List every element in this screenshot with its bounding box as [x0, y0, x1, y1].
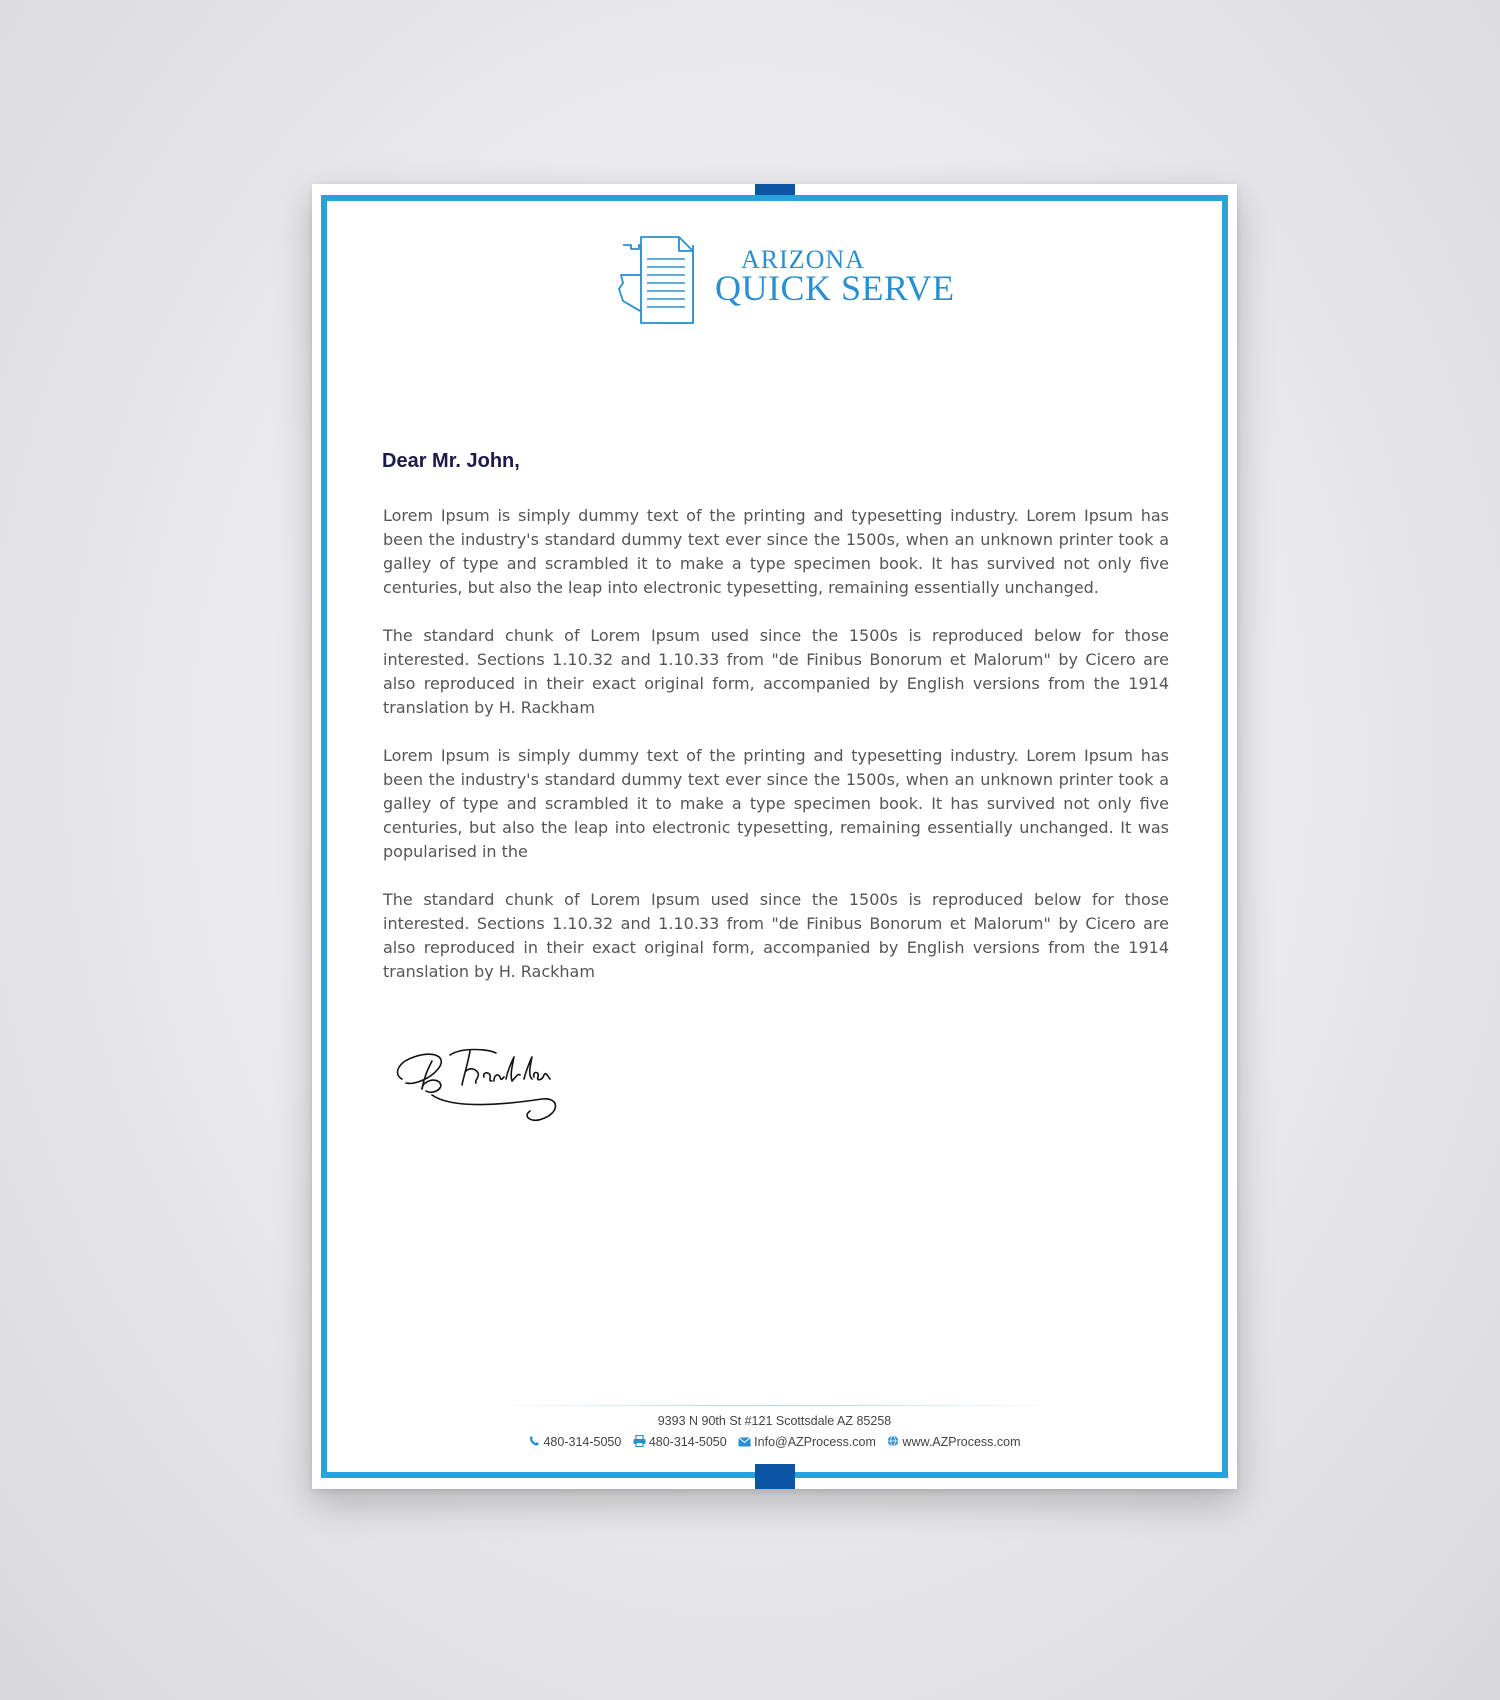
globe-icon [887, 1435, 899, 1447]
brand-name-line1: ARIZONA [741, 245, 865, 274]
letter-paragraph: Lorem Ipsum is simply dummy text of the printing and typesetting industry. Lorem Ipsum has been the industry's standard dummy text ever since the 1500s, when an unknown printer took a galley of type and scrambled it to make a type specimen book. It has survived not only five centuries, but also the leap into electronic typesetting, remaining essentially unchanged. It was popularised in the [383, 746, 1169, 861]
contact-phone [528, 1435, 621, 1449]
company-logo [617, 231, 955, 331]
handwritten-signature [392, 1039, 562, 1124]
brand-name-line2: QUICK SERVE [715, 268, 955, 308]
letter-paragraph: The standard chunk of Lorem Ipsum used since the 1500s is reproduced below for those interested. Sections 1.10.32 and 1.10.33 from "de Finibus Bonorum et Malorum" by Cicero are also reproduced in their exact original form, accompanied by English versions from the 1914 translation by H. Rackham [383, 626, 1169, 717]
contact-email [738, 1435, 876, 1449]
arizona-document-icon [617, 231, 707, 331]
email-address[interactable]: Info@AZProcess.com [754, 1435, 876, 1449]
bottom-tab-accent [755, 1464, 795, 1489]
mail-icon [738, 1437, 751, 1447]
letter-body [383, 504, 1169, 1008]
footer-contacts [312, 1435, 1237, 1449]
phone-number: 480-314-5050 [543, 1435, 622, 1449]
website-url[interactable]: www.AZProcess.com [902, 1435, 1021, 1449]
fax-icon [633, 1435, 646, 1447]
letter-paragraph: Lorem Ipsum is simply dummy text of the printing and typesetting industry. Lorem Ipsum has been the industry's standard dummy text ever since the 1500s, when an unknown printer took a galley of type and scrambled it to make a type specimen book. It has survived not only five centuries, but also the leap into electronic typesetting, remaining essentially unchanged. [383, 506, 1169, 597]
contact-website [887, 1435, 1020, 1449]
footer-address: 9393 N 90th St #121 Scottsdale AZ 85258 [657, 1414, 892, 1428]
letterhead-page [312, 184, 1237, 1489]
fax-number: 480-314-5050 [648, 1435, 727, 1449]
letter-salutation: Dear Mr. John, [382, 450, 520, 472]
phone-icon [528, 1435, 540, 1447]
contact-fax [633, 1435, 727, 1449]
letter-paragraph: The standard chunk of Lorem Ipsum used since the 1500s is reproduced below for those interested. Sections 1.10.32 and 1.10.33 from "de Finibus Bonorum et Malorum" by Cicero are also reproduced in their exact original form, accompanied by English versions from the 1914 translation by H. Rackham [383, 890, 1169, 981]
footer-divider [492, 1405, 1057, 1406]
